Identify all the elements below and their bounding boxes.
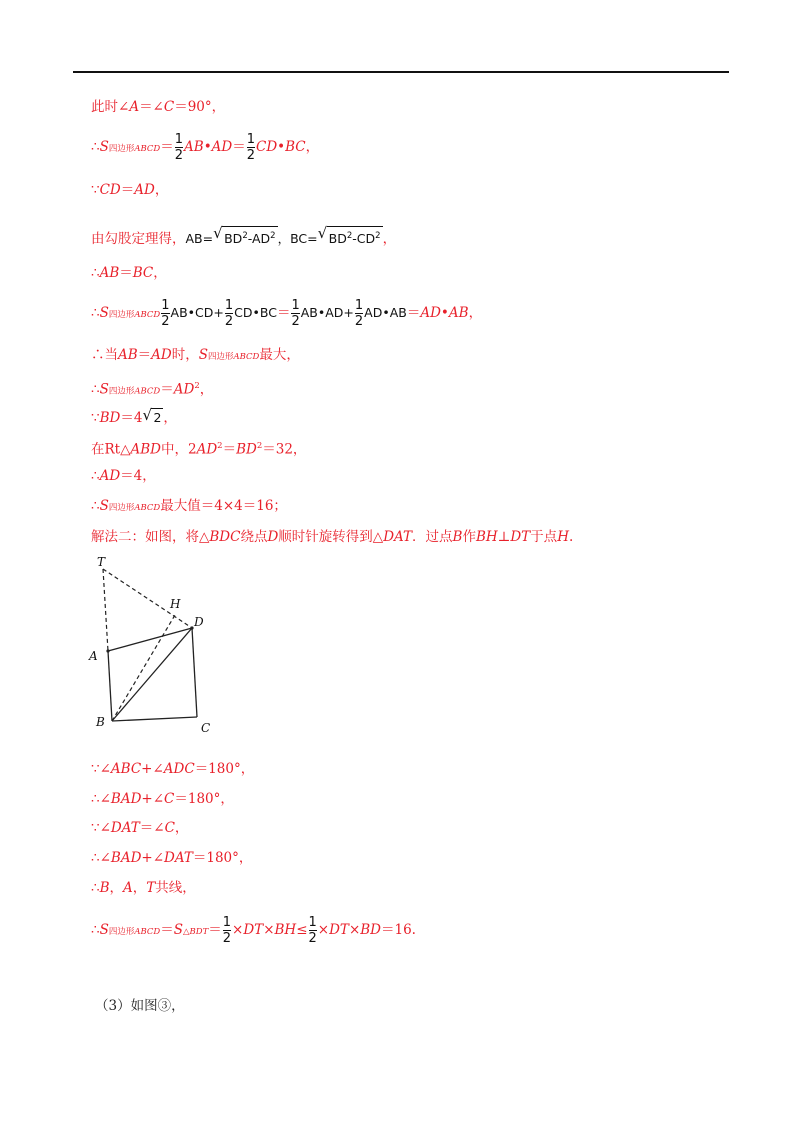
line-19: ∴S四边形ABCD＝S△BDT＝ $\frac{1}{2}$ ×DT×BH≤ $\frac{1}{2}$ ×DT×BD＝16. [91,915,416,946]
line-13: 解法二：如图，将△BDC绕点D顺时针旋转得到△DAT．过点B作BH⊥DT于点H. [91,529,574,545]
fraction-half: $\frac{1}{2}$ [222,915,232,946]
fraction-half: $\frac{1}{2}$ [246,132,256,163]
fraction-half: $\frac{1}{2}$ [224,298,234,329]
fraction-half: $\frac{1}{2}$ [291,298,300,329]
header-rule [73,71,729,73]
line-18: ∴B，A，T共线， [91,880,196,896]
point-a [106,649,109,652]
segment-bd [112,628,192,721]
segment-dc [192,628,197,717]
sqrt-bc: √ $BD^2-CD^2$ [317,224,381,247]
label-b: B [96,715,105,729]
segment-ta [103,569,108,651]
line-5: ∴AB＝BC， [91,265,167,281]
line-1: 此时∠A＝∠C＝90°， [91,99,226,115]
line-17: ∴∠BAD+∠DAT＝180°， [91,850,253,866]
label-c: C [201,721,211,735]
line-20: （3）如图③， [95,998,185,1014]
line-16: ∵∠DAT＝∠C， [91,820,189,836]
line-8: ∴S四边形$ABCD=AD^2$， [91,381,214,398]
line-7: ∴当AB＝AD时，S四边形ABCD最大， [91,347,300,363]
label-d: D [194,615,204,629]
line-6: ∴S四边形ABCD $\frac{1}{2}$ AB•CD+ $\frac{1}{2}$ CD•BC＝ $\frac{1}{2}$ AB•AD+ $\frac{1}{2}$ AD•AB＝AD•AB， [91,298,483,329]
line-10: 在Rt△ABD中，$2AD^2=BD^2=32$， [91,441,307,458]
line-12: ∴S四边形ABCD最大值＝4×4＝16； [91,498,287,514]
fraction-half: $\frac{1}{2}$ [354,298,364,329]
line-14: ∵∠ABC+∠ADC＝180°， [91,761,255,777]
sqrt-2: √ 2 [142,406,162,425]
line-15: ∴∠BAD+∠C＝180°， [91,791,234,807]
geometry-figure [86,556,226,742]
label-a: A [89,649,98,663]
line-4: 由勾股定理得，AB= √ $BD^2-AD^2$ ，BC= √ $BD^2-CD^2$ ， [91,224,397,248]
line-11: ∴AD＝4， [91,468,156,484]
segment-ab [108,651,112,721]
segment-ad [108,628,192,651]
line-2: ∴S四边形ABCD＝ $\frac{1}{2}$ AB•AD＝ $\frac{1}{2}$ CD•BC， [91,132,320,163]
line-9: ∵BD＝4 √ 2 ， [91,406,177,426]
fraction-half: $\frac{1}{2}$ [161,298,170,329]
segment-bh [112,615,175,721]
label-t: T [97,556,106,569]
line-3: ∵CD＝AD， [91,182,169,198]
fraction-half: $\frac{1}{2}$ [308,915,317,946]
fraction-half: $\frac{1}{2}$ [174,132,184,163]
figure-lines [103,569,197,721]
sqrt-ab: √ $BD^2-AD^2$ [213,224,276,247]
segment-bc [112,717,197,721]
label-h: H [170,597,181,611]
